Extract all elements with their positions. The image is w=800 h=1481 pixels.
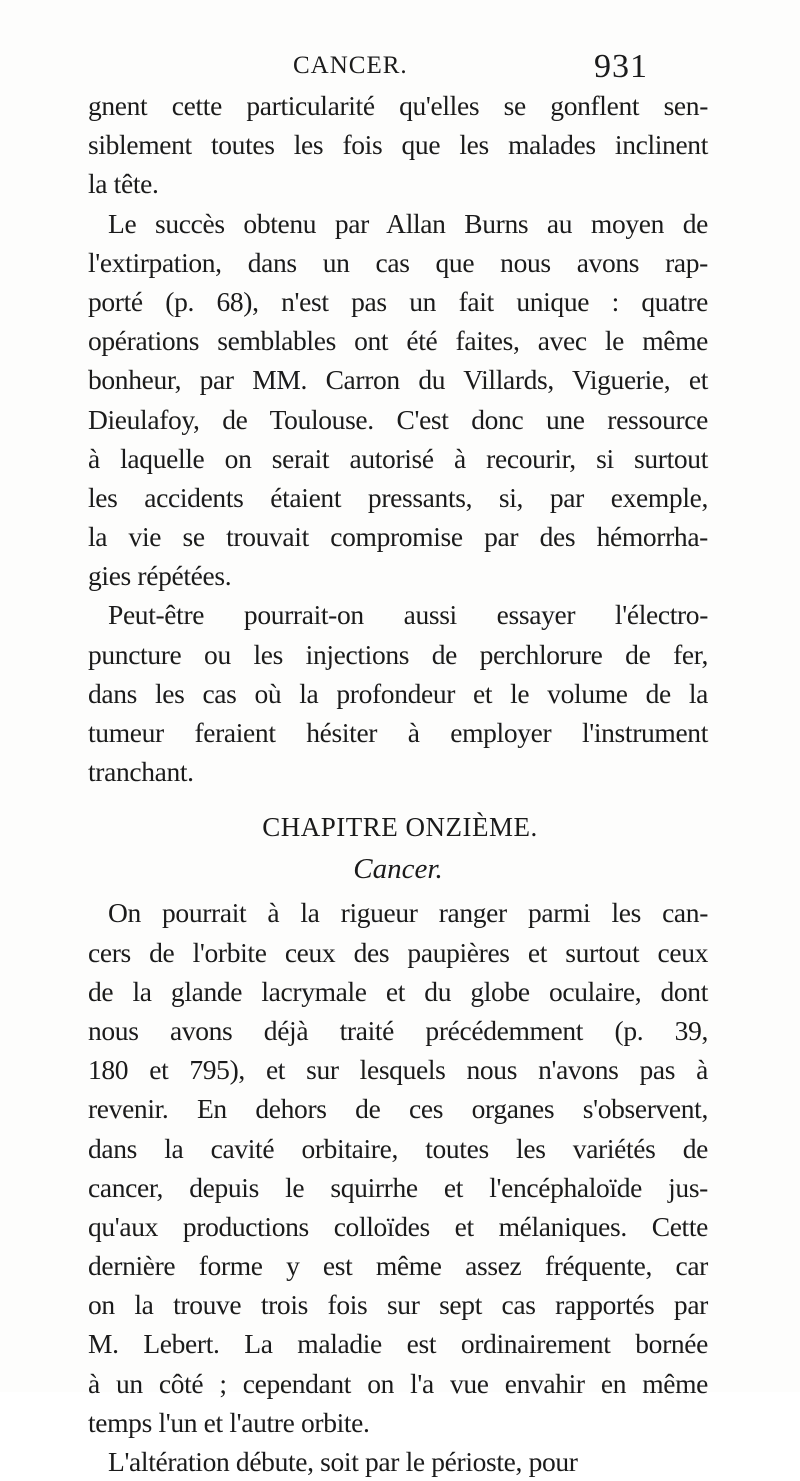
text-line: nous avons déjà traité précédemment (p. 39, xyxy=(88,1014,708,1046)
text-line: siblement toutes les fois que les malades inclinent xyxy=(88,129,708,161)
body-text xyxy=(88,86,708,1481)
text-line: cers de l'orbite ceux des paupières et surtout ceux xyxy=(88,936,708,968)
paragraph xyxy=(88,204,708,596)
text-line: 180 et 795), et sur lesquels nous n'avons pas à xyxy=(88,1054,708,1086)
text-line: temps l'un et l'autre orbite. xyxy=(88,1406,370,1438)
text-line: à laquelle on serait autorisé à recourir, si surtout xyxy=(88,442,708,474)
section-before-chapter xyxy=(88,86,708,791)
text-line: l'extirpation, dans un cas que nous avons rap- xyxy=(88,246,708,278)
text-line: opérations semblables ont été faites, avec le même xyxy=(88,325,708,357)
text-line: bonheur, par MM. Carron du Villards, Viguerie, et xyxy=(88,364,708,396)
chapter-subtitle: Cancer. xyxy=(353,853,443,886)
text-line: puncture ou les injections de perchlorure de fer, xyxy=(88,638,708,670)
text-line: M. Lebert. La maladie est ordinairement bornée xyxy=(88,1328,708,1360)
text-line: tumeur feraient hésiter à employer l'instrument xyxy=(88,717,708,748)
paragraph xyxy=(88,86,708,204)
text-line: la vie se trouvait compromise par des hémorrha- xyxy=(88,521,708,553)
text-line: Peut-être pourrait-on aussi essayer l'électro- xyxy=(108,599,708,631)
text-line: revenir. En dehors de ces organes s'observent, xyxy=(88,1093,708,1125)
text-line: Dieulafoy, de Toulouse. C'est donc une ressource xyxy=(88,403,708,435)
text-line: on la trouve trois fois sur sept cas rapportés par xyxy=(88,1289,708,1321)
section-after-chapter xyxy=(88,893,708,1481)
text-line: cancer, depuis le squirrhe et l'encéphaloïde jus- xyxy=(88,1171,708,1203)
chapter-heading: CHAPITRE ONZIÈME. xyxy=(262,812,538,843)
text-line: dans la cavité orbitaire, toutes les variétés de xyxy=(88,1132,708,1164)
text-line: dernière forme y est même assez fréquente, car xyxy=(88,1250,708,1282)
text-line: On pourrait à la rigueur ranger parmi les can- xyxy=(108,897,708,929)
text-line: la tête. xyxy=(88,168,159,200)
text-line: gies répétées. xyxy=(88,560,232,592)
paragraph xyxy=(88,1442,708,1481)
page-number: 931 xyxy=(594,48,648,85)
text-line: à un côté ; cependant on l'a vue envahir en même xyxy=(88,1367,708,1399)
running-title: CANCER. xyxy=(293,52,408,79)
text-line: gnent cette particularité qu'elles se gonflent sen- xyxy=(88,90,708,121)
text-line: les accidents étaient pressants, si, par exemple, xyxy=(88,481,708,513)
text-line: L'altération débute, soit par le périoste, pour xyxy=(108,1446,578,1477)
text-line: Le succès obtenu par Allan Burns au moyen de xyxy=(108,207,708,239)
text-line: qu'aux productions colloïdes et mélaniques. Cette xyxy=(88,1210,708,1242)
text-line: dans les cas où la profondeur et le volume de la xyxy=(88,677,708,709)
paragraph xyxy=(88,893,708,1442)
text-line: de la glande lacrymale et du globe oculaire, dont xyxy=(88,975,708,1007)
paragraph xyxy=(88,595,708,791)
running-head xyxy=(0,48,800,88)
text-line: tranchant. xyxy=(88,756,194,788)
text-line: porté (p. 68), n'est pas un fait unique : quatre xyxy=(88,285,708,317)
